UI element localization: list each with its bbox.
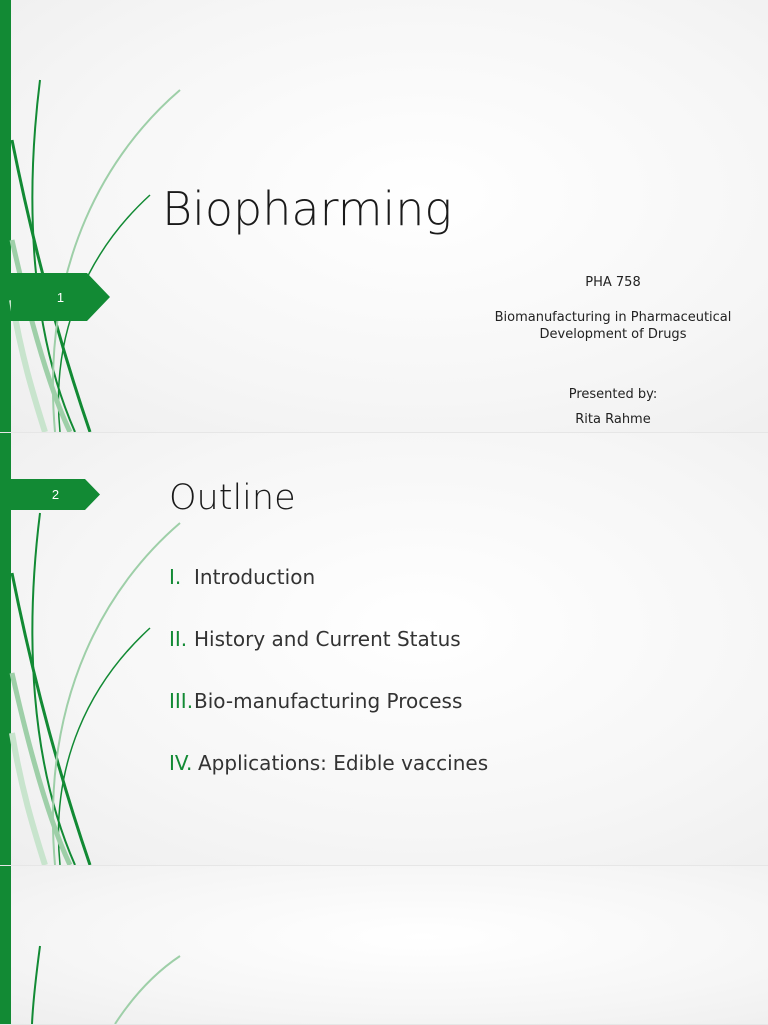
slide-3 [0, 866, 768, 1025]
slide-number: 1 [56, 289, 65, 305]
list-numeral: III. [169, 689, 194, 713]
list-numeral: I. [169, 565, 182, 589]
presented-by-label: Presented by: [568, 387, 658, 402]
presenter-name: Rita Rahme [575, 412, 651, 427]
list-item-text: Applications: Edible vaccines [198, 751, 489, 775]
list-item-text: Introduction [194, 565, 316, 589]
list-item [169, 565, 488, 627]
slide-title: Biopharming [162, 182, 453, 236]
slide-number: 2 [51, 487, 60, 502]
slide-number-badge [11, 273, 110, 321]
list-numeral: II. [169, 627, 188, 651]
list-item-text: History and Current Status [194, 627, 461, 651]
list-item [169, 627, 488, 689]
list-item-text: Bio-manufacturing Process [194, 689, 463, 713]
decorative-curves [0, 866, 200, 1024]
list-item [169, 751, 488, 813]
list-item [169, 689, 488, 751]
outline-list [169, 565, 488, 813]
course-name: Biomanufacturing in Pharmaceutical Development of Drugs [494, 310, 732, 342]
list-numeral: IV. [169, 751, 193, 775]
slide-title: Outline [169, 478, 296, 518]
course-code: PHA 758 [585, 275, 641, 290]
slide-1 [0, 0, 768, 433]
slide-number-badge [11, 479, 100, 510]
